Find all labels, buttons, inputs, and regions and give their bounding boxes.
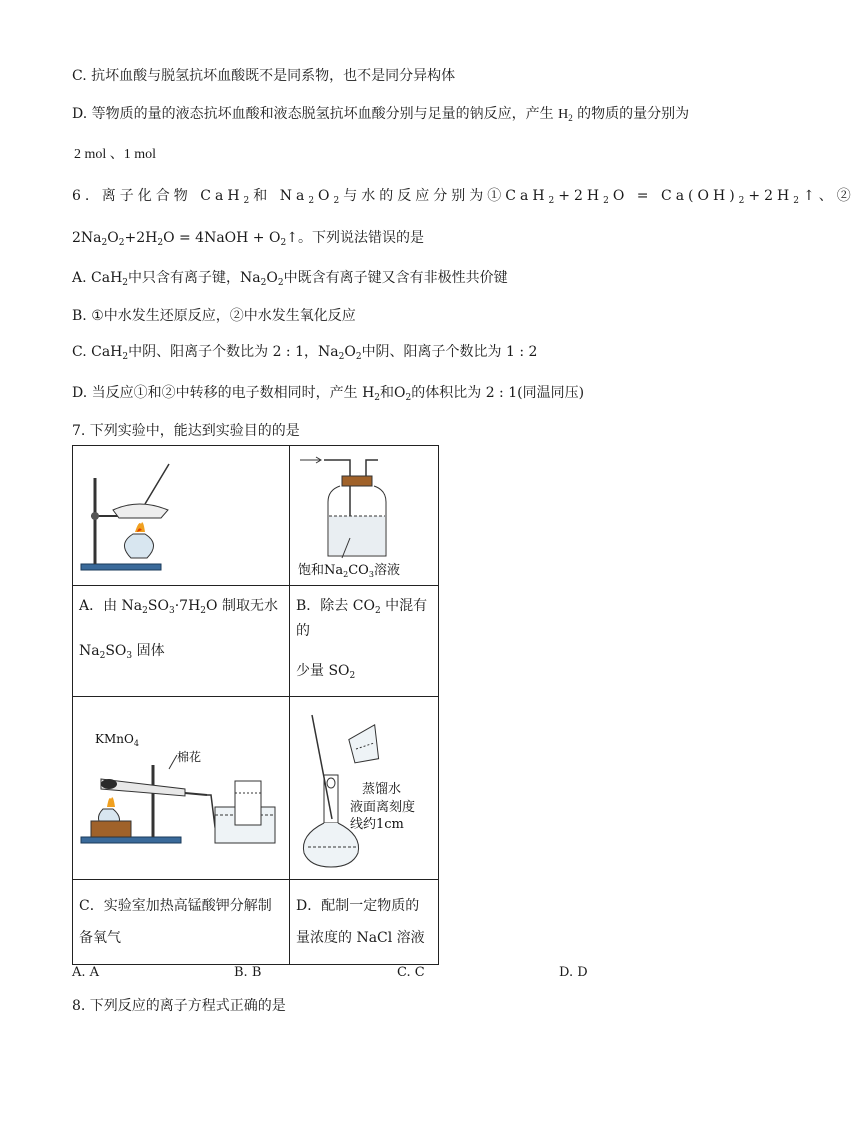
cap-b-part: B．除去 CO bbox=[296, 598, 375, 614]
q6-r2-part: O = 4NaOH + O bbox=[163, 230, 281, 246]
cap-b-part: 少量 SO bbox=[296, 663, 350, 679]
q6-stem: 6. 离子化合物 CaH$_2$和 $Na_2O_2$与水的反应分别为$①CaH_2+2H_2O$ = $Ca(OH)_2+2H_2↑$、② bbox=[72, 188, 855, 206]
gas-washing-bottle-figure bbox=[290, 446, 438, 581]
figure-c-cell bbox=[73, 697, 290, 880]
q6-r2-part: ↑。下列说法错误的是 bbox=[286, 230, 424, 246]
experiment-table bbox=[72, 445, 439, 965]
answer-option-d: D. D bbox=[559, 965, 588, 980]
kmno4-label: KMnO$_4$ bbox=[95, 732, 139, 748]
q6-c-part: 中阴、阳离子个数比为 2 : 1，Na bbox=[128, 344, 339, 360]
q5-d-text: D. 等物质的量的液态抗坏血酸和液态脱氢抗坏血酸分别与足量的钠反应，产生 bbox=[72, 106, 554, 122]
q6-d-part: 的体积比为 2 : 1(同温同压) bbox=[411, 385, 585, 401]
caption-b: B．除去 $CO_2$ 中混有的 少量 $SO_2$ bbox=[296, 598, 428, 681]
answer-option-c: C. C bbox=[397, 965, 425, 980]
q6-stem-part: ↑、② bbox=[802, 188, 855, 204]
cotton-label: 棉花 bbox=[177, 750, 202, 764]
q8-stem: 8. 下列反应的离子方程式正确的是 bbox=[72, 998, 286, 1014]
cap-a-part: SO bbox=[147, 598, 169, 614]
q6-stem-part: O = Ca(OH) bbox=[612, 188, 739, 204]
cap-a-part: 固体 bbox=[132, 643, 165, 659]
figure-d-cell bbox=[290, 697, 439, 880]
oxygen-preparation-figure bbox=[73, 697, 289, 875]
caption-d: D．配制一定物质的量浓度的 NaCl 溶液 bbox=[296, 898, 425, 946]
q6-option-d: D. 当反应①和②中转移的电子数相同时，产生 $H_2$和$O_2$的体积比为 2 : 1(同温同压) bbox=[72, 385, 585, 403]
q6-stem-part: 与水的反应分别为①CaH bbox=[343, 188, 549, 204]
q6-d-part: D. 当反应①和②中转移的电子数相同时，产生 H bbox=[72, 385, 375, 401]
q7-stem: 7. 下列实验中，能达到实验目的的是 bbox=[72, 423, 300, 439]
q6-option-a: A. CaH$_2$中只含有离子键，$Na_2O_2$中既含有离子键又含有非极性共价键 bbox=[72, 270, 508, 288]
q5-option-d bbox=[72, 104, 689, 128]
q6-stem-part: +2H bbox=[558, 188, 604, 204]
q6-c-part: C. CaH bbox=[72, 344, 123, 360]
q6-a-part: 中只含有离子键，Na bbox=[128, 270, 261, 286]
figure-b-cell bbox=[290, 446, 439, 586]
q6-stem-part: 6. 离子化合物 CaH bbox=[72, 188, 244, 204]
caption-a-cell bbox=[73, 586, 290, 697]
answer-option-b: B. B bbox=[234, 965, 262, 980]
caption-b-cell bbox=[290, 586, 439, 697]
liquid-level-note-1: 液面离刻度 bbox=[350, 800, 416, 815]
q6-r2-part: 2Na bbox=[72, 230, 102, 246]
liquid-level-note-2: 线约1cm bbox=[350, 817, 404, 832]
q6-a-part: A. CaH bbox=[72, 270, 123, 286]
caption-d-cell bbox=[290, 880, 439, 965]
answer-option-a: A. A bbox=[72, 965, 100, 980]
q6-stem-part: +2H bbox=[748, 188, 794, 204]
volumetric-flask-figure bbox=[290, 697, 438, 875]
distilled-water-label: 蒸馏水 bbox=[362, 782, 402, 797]
q6-r2-part: +2H bbox=[124, 230, 158, 246]
caption-a: A．由 $Na_2SO_3\cdot 7H_2O$ 制取无水 $Na_2SO_3$ 固体 bbox=[79, 598, 278, 661]
q5-d-text-end: 的物质的量分别为 bbox=[577, 106, 690, 122]
q6-option-b: B. ①中水发生还原反应，②中水发生氧化反应 bbox=[72, 308, 356, 324]
cap-b-part: 中混有的 bbox=[296, 598, 428, 639]
evaporation-apparatus-figure bbox=[73, 446, 289, 581]
q6-stem-part: 和 Na bbox=[253, 188, 309, 204]
b-figure-label: 饱和$Na_2CO_3$溶液 bbox=[298, 563, 400, 579]
h2-formula: $H_2$ bbox=[558, 107, 573, 123]
q5-option-d-line2: 2 mol 、1 mol bbox=[74, 147, 157, 162]
q6-option-c: C. CaH$_2$中阴、阳离子个数比为 2 : 1，$Na_2O_2$中阴、阳离子个数比为 1 : 2 bbox=[72, 344, 538, 362]
q6-reaction-2: $2Na_2O_2+2H_2O$ = 4NaOH + $O_2↑$。下列说法错误的是 bbox=[72, 230, 424, 248]
caption-c: C．实验室加热高锰酸钾分解制备氧气 bbox=[79, 898, 272, 946]
q6-d-part: 和O bbox=[380, 385, 406, 401]
cap-a-part: Na bbox=[79, 643, 100, 659]
figure-a-cell bbox=[73, 446, 290, 586]
cap-a-part: O 制取无水 bbox=[206, 598, 278, 614]
q6-c-part: 中阴、阳离子个数比为 1 : 2 bbox=[361, 344, 538, 360]
cap-a-part: SO bbox=[105, 643, 127, 659]
q6-a-part: 中既含有离子键又含有非极性共价键 bbox=[283, 270, 508, 286]
caption-c-cell bbox=[73, 880, 290, 965]
cap-a-part: A．由 Na bbox=[79, 598, 143, 614]
cap-a-part: ·7H bbox=[174, 598, 201, 614]
q5-option-c: C. 抗坏血酸与脱氢抗坏血酸既不是同系物，也不是同分异构体 bbox=[72, 68, 456, 84]
